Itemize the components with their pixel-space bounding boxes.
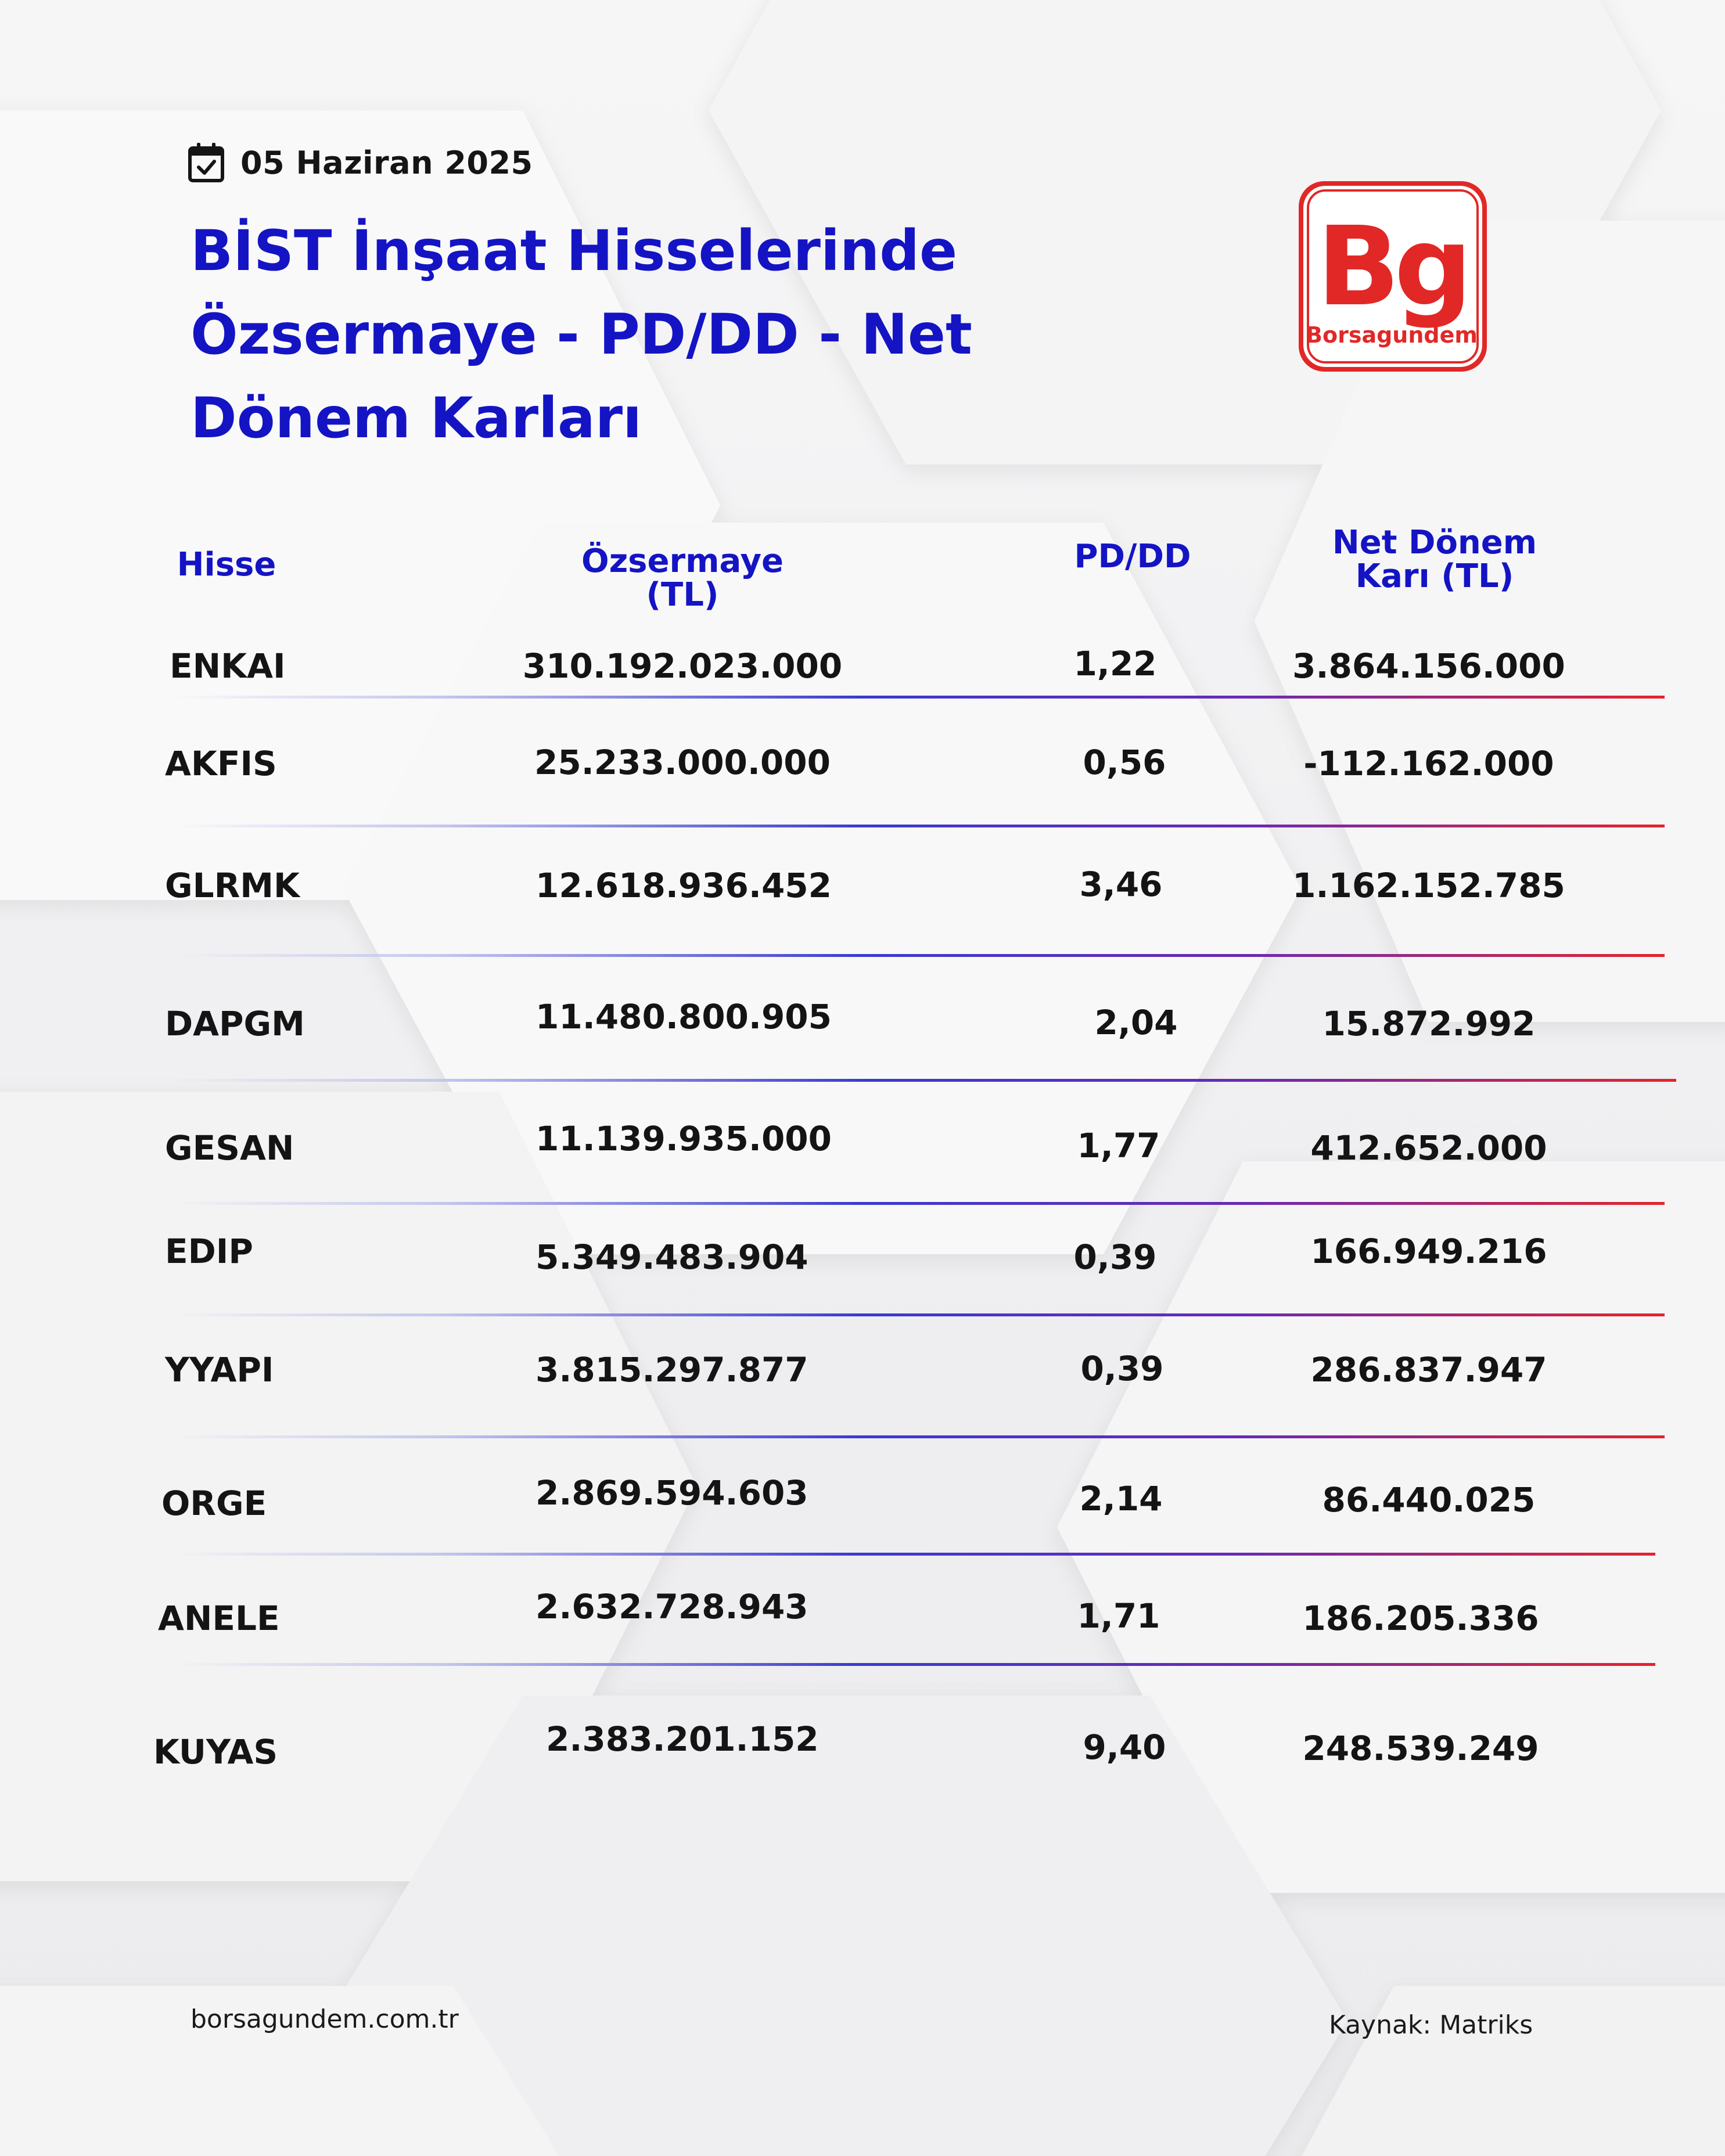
- row-divider: [174, 1553, 1655, 1556]
- date-row: [187, 139, 533, 186]
- cell-equity: 25.233.000.000: [534, 743, 831, 782]
- cell-pbv: 0,39: [1080, 1349, 1164, 1388]
- row-divider: [174, 1435, 1665, 1438]
- cell-stock: ORGE: [161, 1484, 267, 1523]
- cell-pbv: 9,40: [1083, 1727, 1166, 1767]
- cell-stock: GLRMK: [165, 866, 300, 905]
- cell-equity: 5.349.483.904: [536, 1237, 808, 1277]
- cell-stock: EDIP: [165, 1232, 253, 1271]
- page-title: [191, 209, 1062, 460]
- website-label: borsagundem.com.tr: [191, 2004, 459, 2034]
- cell-equity: 3.815.297.877: [536, 1350, 808, 1390]
- row-divider: [174, 1079, 1676, 1082]
- logo-wordmark: Borsagundem: [1306, 322, 1478, 348]
- cell-pbv: 1,77: [1077, 1126, 1160, 1165]
- cell-equity: 310.192.023.000: [522, 646, 843, 686]
- cell-stock: DAPGM: [165, 1004, 305, 1043]
- cell-pbv: 2,04: [1094, 1003, 1178, 1042]
- cell-net-profit: 1.162.152.785: [1292, 866, 1565, 905]
- cell-net-profit: 412.652.000: [1310, 1128, 1547, 1168]
- calendar-check-icon: [187, 142, 225, 183]
- cell-stock: GESAN: [165, 1128, 294, 1168]
- title-line-1: BİST İnşaat Hisselerinde: [191, 218, 958, 283]
- cell-stock: KUYAS: [153, 1732, 278, 1772]
- cell-net-profit: 186.205.336: [1302, 1599, 1539, 1638]
- cell-equity: 12.618.936.452: [536, 866, 832, 905]
- cell-net-profit: 166.949.216: [1310, 1232, 1547, 1271]
- header-equity: Özsermaye (TL): [581, 542, 784, 614]
- source-label: Kaynak: Matriks: [1329, 2010, 1533, 2040]
- cell-pbv: 1,71: [1077, 1596, 1160, 1636]
- row-divider: [174, 954, 1665, 957]
- borsagundem-logo: [1299, 181, 1487, 372]
- cell-pbv: 1,22: [1073, 644, 1157, 683]
- cell-net-profit: 15.872.992: [1322, 1004, 1536, 1043]
- row-divider: [174, 1313, 1665, 1316]
- header-pbv: PD/DD: [1074, 538, 1191, 575]
- cell-equity: 11.139.935.000: [536, 1119, 832, 1158]
- cell-equity: 2.632.728.943: [536, 1587, 808, 1626]
- cell-net-profit: 286.837.947: [1310, 1350, 1547, 1390]
- header-net-profit: Net Dönem Karı (TL): [1332, 524, 1537, 595]
- cell-net-profit: -112.162.000: [1303, 744, 1554, 783]
- logo-mark: Bg: [1317, 203, 1467, 330]
- cell-equity: 11.480.800.905: [536, 997, 832, 1036]
- cell-stock: ENKAI: [170, 646, 286, 686]
- cell-pbv: 0,56: [1083, 743, 1166, 782]
- cell-stock: AKFIS: [165, 744, 277, 783]
- cell-equity: 2.383.201.152: [546, 1719, 819, 1759]
- row-divider: [174, 1202, 1665, 1205]
- date-label: 05 Haziran 2025: [240, 144, 533, 181]
- cell-net-profit: 3.864.156.000: [1292, 646, 1565, 686]
- cell-pbv: 0,39: [1073, 1237, 1157, 1277]
- row-divider: [174, 696, 1665, 699]
- cell-stock: ANELE: [158, 1599, 280, 1638]
- row-divider: [174, 825, 1665, 827]
- row-divider: [174, 1663, 1655, 1666]
- cell-net-profit: 86.440.025: [1322, 1480, 1536, 1520]
- cell-equity: 2.869.594.603: [536, 1473, 808, 1513]
- header-stock: Hisse: [177, 546, 276, 584]
- cell-net-profit: 248.539.249: [1302, 1729, 1539, 1768]
- cell-pbv: 3,46: [1079, 865, 1163, 904]
- title-line-3: Dönem Karları: [191, 386, 642, 451]
- cell-pbv: 2,14: [1079, 1479, 1163, 1518]
- cell-stock: YYAPI: [165, 1350, 274, 1390]
- title-line-2: Özsermaye - PD/DD - Net: [191, 302, 972, 367]
